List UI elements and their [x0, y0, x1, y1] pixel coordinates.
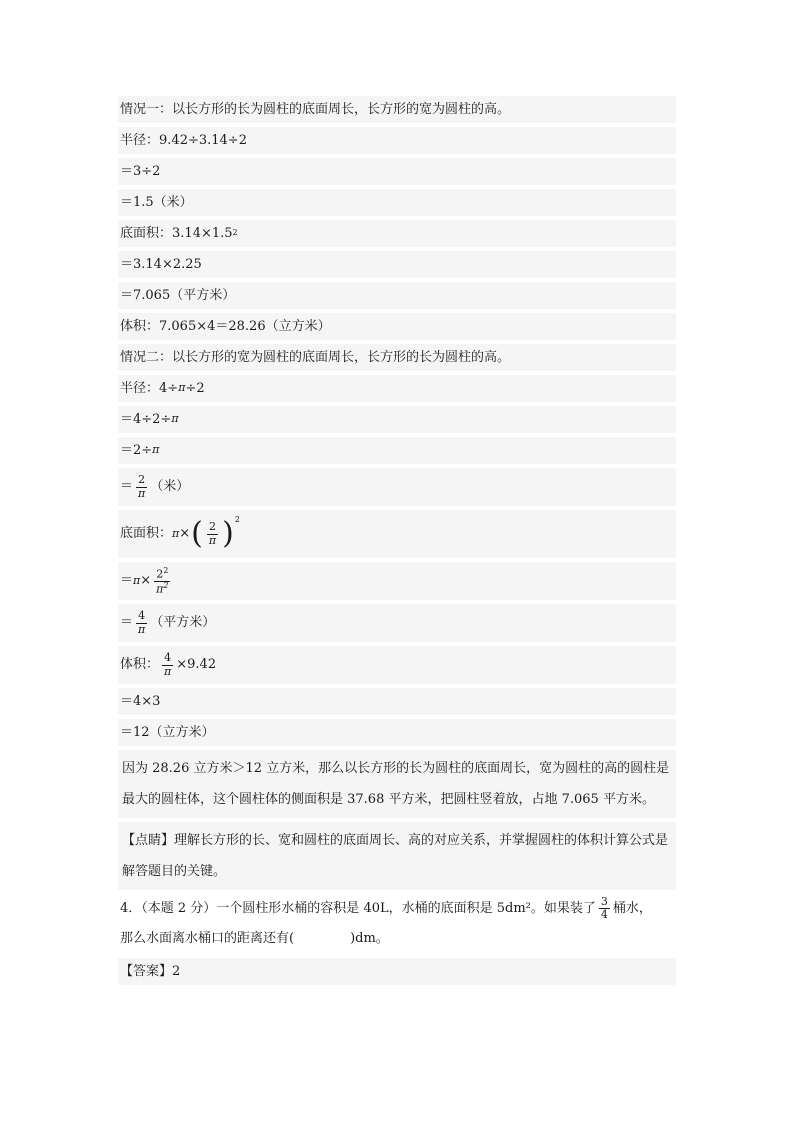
- question-4-line2: [118, 924, 676, 954]
- case2-radius-step2: [118, 437, 676, 464]
- fraction: [599, 896, 610, 921]
- denominator: 4: [600, 908, 608, 921]
- times: ×: [140, 573, 152, 589]
- case2-radius-step3: [118, 468, 676, 506]
- solution-sheet: [118, 96, 676, 989]
- unit: （米）: [150, 479, 190, 495]
- expr: ＝1.5（米）: [120, 194, 193, 210]
- case1-radius-step2: [118, 189, 676, 216]
- equals: ＝: [120, 479, 134, 495]
- expr: 9.42÷3.14÷2: [159, 132, 247, 148]
- denominator: [154, 582, 170, 596]
- pi-symbol: π: [133, 573, 141, 587]
- case1-title: [118, 96, 676, 123]
- exponent: 2: [163, 565, 169, 575]
- expr: 4÷: [159, 380, 179, 396]
- numerator: 4: [138, 609, 146, 623]
- case2-volume-step1: [118, 688, 676, 715]
- pi-symbol: π: [152, 443, 160, 457]
- fraction: [154, 567, 170, 596]
- fraction: [162, 652, 173, 677]
- pi-symbol: π: [171, 412, 179, 426]
- expr: 体积：7.065×4＝28.26（立方米）: [120, 318, 331, 334]
- pi-symbol: π: [178, 381, 186, 395]
- case2-area-step2: [118, 604, 676, 642]
- case2-area: [118, 510, 676, 558]
- fraction: [136, 610, 147, 635]
- expr: ＝3.14×2.25: [120, 256, 202, 272]
- num-base: 2: [156, 567, 164, 581]
- question-text: 4．（本题 2 分）一个圆柱形水桶的容积是 40L，水桶的底面积是 5dm²。如果装了: [120, 901, 596, 916]
- times: ×: [179, 526, 191, 542]
- case2-title-text: 情况二：以长方形的宽为圆柱的底面周长，长方形的长为圆柱的高。: [120, 349, 511, 365]
- denominator: π: [138, 486, 146, 500]
- case1-title-text: 情况一：以长方形的长为圆柱的底面周长，长方形的宽为圆柱的高。: [120, 101, 511, 117]
- case1-radius: [118, 127, 676, 154]
- unit: （平方米）: [150, 615, 216, 631]
- question-text: 那么水面离水桶口的距离还有(: [120, 931, 295, 946]
- conclusion: [118, 750, 676, 818]
- expr: ＝12（立方米）: [120, 724, 215, 740]
- pi-symbol: π: [156, 582, 164, 596]
- case2-radius-step1: [118, 406, 676, 433]
- exponent: 2: [232, 228, 238, 238]
- case1-area-step1: [118, 251, 676, 278]
- expr: ＝4×3: [120, 693, 161, 709]
- pi-symbol: π: [172, 526, 180, 540]
- exponent: 2: [234, 515, 240, 524]
- case2-radius: [118, 375, 676, 402]
- right-paren: ): [222, 516, 234, 551]
- fraction: [136, 474, 147, 499]
- case2-title: [118, 344, 676, 371]
- numerator: 3: [600, 894, 608, 908]
- numerator: 4: [164, 651, 172, 665]
- expr: 3.14×1.5: [172, 225, 233, 241]
- case1-area-step2: [118, 282, 676, 309]
- expr: ÷2: [185, 380, 205, 396]
- case2-area-step1: [118, 562, 676, 600]
- question-4: [118, 894, 676, 924]
- comment-text: 【点睛】理解长方形的长、宽和圆柱的底面周长、高的对应关系，并掌握圆柱的体积计算公式是解答题目的关键。: [122, 833, 669, 879]
- answer-text: 【答案】2: [120, 963, 181, 979]
- case1-radius-step1: [118, 158, 676, 185]
- label: 半径：: [120, 380, 160, 396]
- label: 半径：: [120, 132, 160, 148]
- conclusion-text: 因为 28.26 立方米＞12 立方米，那么以长方形的长为圆柱的底面周长，宽为圆柱的高的圆柱是最大的圆柱体，这个圆柱体的侧面积是 37.68 平方米，把圆柱竖着放，占地 7.065 平方米。: [122, 761, 670, 807]
- expr: ＝2÷: [120, 442, 153, 458]
- expr: ×9.42: [176, 657, 217, 673]
- expr: ＝7.065（平方米）: [120, 287, 236, 303]
- case2-volume: [118, 646, 676, 684]
- case2-volume-step2: [118, 719, 676, 746]
- denominator: π: [138, 622, 146, 636]
- answer: [118, 958, 676, 985]
- label: 底面积：: [120, 225, 173, 241]
- equals: ＝: [120, 573, 134, 589]
- label: 底面积：: [120, 526, 173, 542]
- denominator: π: [164, 664, 172, 678]
- case1-volume: [118, 313, 676, 340]
- denominator: π: [208, 533, 217, 547]
- comment: [118, 822, 676, 890]
- question-text: 桶水，: [612, 901, 652, 916]
- exponent: 2: [163, 580, 169, 590]
- numerator: 2: [208, 520, 216, 534]
- label: 体积：: [120, 657, 160, 673]
- numerator: 2: [138, 473, 146, 487]
- numerator: [154, 567, 170, 582]
- case1-area: [118, 220, 676, 247]
- equals: ＝: [120, 615, 134, 631]
- question-text: )dm。: [350, 931, 389, 946]
- left-paren: (: [191, 516, 203, 551]
- expr: ＝4÷2÷: [120, 411, 172, 427]
- fraction: [207, 521, 218, 546]
- expr: ＝3÷2: [120, 163, 161, 179]
